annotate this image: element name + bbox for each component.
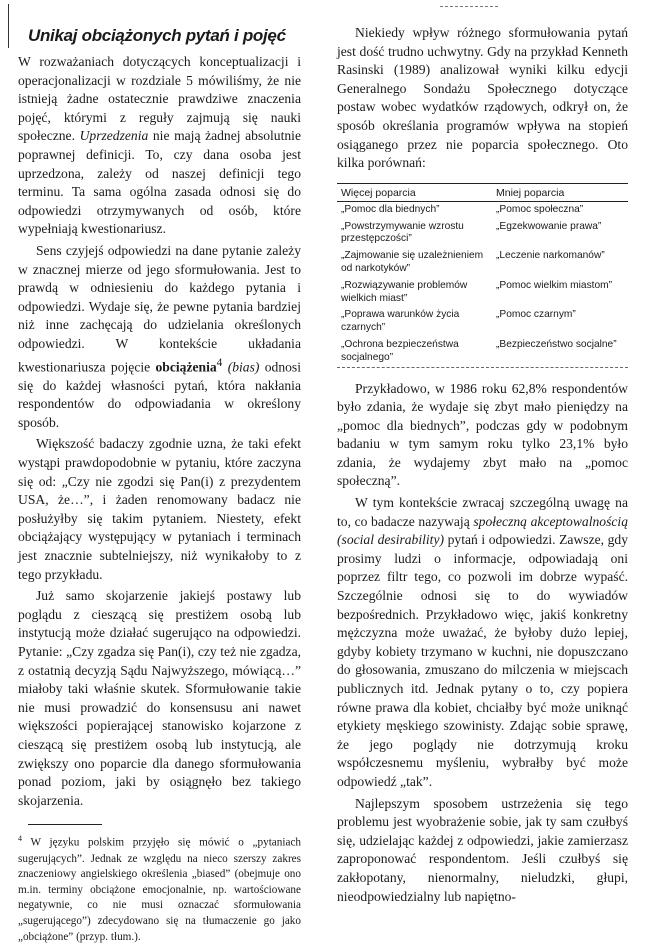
paragraph-2-text: Sens czyjejś odpowiedzi na dane pytanie zależy w znacznej mierze od jego sformułowania. Jest to prawdą w odniesieniu do każdego pytania i odpowiedzi. Wydaje się, że pewne pytania bardziej niż inne zachęcają do udzielania określonych odpowiedzi. W kontekście układania kwestionariusza pojęcie	[18, 242, 301, 375]
term-social-desirability: (social desirability)	[337, 532, 445, 548]
table-cell-less: „Pomoc czarnym”	[496, 309, 576, 321]
paragraph-4: Już samo skojarzenie jakiejś postawy lub poglądu z cieszącą się prestiżem osobą lub instytucją może działać sugerująco na odpowiedzi. Pytanie: „Czy zgadza się Pan(i), czy też nie zgadza, z ostatnią decyzją Sądu Najwyższego, mówiącą…” miałoby taki właśnie skutek. Sformułowanie takie nie musi prowadzić do konsensusu ani nawet większości popierającej stanowisko kojarzone z cieszącą się prestiżem osobą lub instytucją, ale zwiększy ono poparcie dla danego sformułowania ponad poziom, jaki by osiągnęło bez takiego skojarzenia.	[18, 588, 301, 808]
footnote-divider	[28, 824, 102, 825]
right-paragraph-4: Najlepszym sposobem ustrzeżenia się tego problemu jest wyobrażenie sobie, jak ty sam czułbyś się, udzielając każdej z odpowiedzi, jakie zamierzasz zaproponować respondentom. Jeśli czułbyś się zakłopotany, nienormalny, nieludzki, głupi, nieodpowiedzialny lub napiętno-	[337, 795, 628, 904]
table-cell-more: „Rozwiązywanie problemów wielkich miast”	[341, 279, 468, 304]
table-cell-more: „Poprawa warunków życia czarnych”	[341, 309, 460, 334]
table-cell-more: „Pomoc dla biednych”	[341, 203, 440, 215]
footnote-text: W języku polskim przyjęło się mówić o „pytaniach sugerujących”. Jednak ze względu na nieco szerszy zakres znaczeniowy angielskiego określenia „biased” (obejmuje ono m.in. terminy obciążone emocjonalnie, np. wartościowane negatywnie, co nie musi oznaczać sformułowania „sugerującego”) zdecydowano się na tłumaczenie go jako „obciążone” (przyp. tłum.).	[18, 837, 301, 943]
header-less-support: Mniej poparcia	[496, 186, 565, 199]
table-row	[337, 307, 628, 337]
right-paragraph-3	[337, 494, 628, 792]
right-paragraph-1: Niekiedy wpływ różnego sformułowania pytań jest dość trudno uchwytny. Gdy na przykład Kenneth Rasinski (1989) analizował wyniki kilku edycji Generalnego Sondażu Społecznego dotyczące postaw wobec wydatków rządowych, odkrył on, że sposób określania programów wpływa na stopień osiąganego przez nie poparcia społecznego. Oto kilka porównań:	[337, 25, 628, 171]
table-row	[337, 337, 628, 367]
table-cell-less: „Leczenie narkomanów”	[496, 250, 605, 262]
paragraph-1	[18, 53, 301, 239]
paragraph-1-emphasis: Uprzedzenia	[79, 128, 149, 144]
table-row	[337, 219, 628, 249]
footnote-number: 4	[18, 834, 22, 844]
table-body	[337, 202, 628, 367]
table-cell-more: „Zajmowanie się uzależnieniem od narkotyków”	[341, 250, 484, 274]
table-header	[337, 184, 628, 202]
paragraph-2-rest: odnosi się do każdej własności pytań, która nakłania respondentów do odpowiadania w określony sposób.	[18, 359, 301, 430]
left-column	[18, 26, 301, 945]
paragraph-1-text: W rozważaniach dotyczących konceptualizacji i operacjonalizacji w rozdziale 5 mówiliśmy, że nie istnieją żadne ostatecznie prawdziwe znaczenia pojęć, którymi z reguły zajmują się nauki społeczne.	[18, 54, 301, 144]
section-heading: Unikaj obciążonych pytań i pojęć	[28, 26, 286, 45]
table-cell-more: „Powstrzymywanie wzrostu przestępczości”	[341, 220, 464, 245]
right-paragraph-2: Przykładowo, w 1986 roku 62,8% respondentów było zdania, że wydaje się zbyt mało pieniędzy na „pomoc dla biednych”, podczas gdy w podobnym badaniu w tym samym roku tylko 23,1% było zdania, że wydajemy zbyt mało na „pomoc społeczną”.	[337, 380, 628, 489]
page-top-marker	[440, 6, 498, 7]
term-social-acceptability: społeczną akceptowalnością	[473, 513, 628, 529]
comparison-table	[337, 183, 628, 368]
table-cell-less: „Egzekwowanie prawa”	[496, 220, 602, 232]
header-more-support: Więcej poparcia	[341, 186, 416, 199]
paragraph-3: Większość badaczy zgodnie uzna, że taki efekt wystąpi prawdopodobnie w pytaniu, które zaczyna się od: „Czy nie zgodzi się Pan(i) z prezydentem USA, że…”, i żaden renomowany badacz nie posłużyłby się takim pytaniem. Niestety, efekt obciążający występujący w pytaniach i terminach jest znacznie subtelniejszy, niż wynikałoby to z tego przykładu.	[18, 436, 301, 582]
table-row	[337, 278, 628, 308]
table-cell-less: „Pomoc wielkim miastom”	[496, 279, 613, 291]
table-cell-less: „Bezpieczeństwo socjalne”	[496, 338, 617, 350]
right-column	[337, 24, 628, 906]
table-cell-more: „Ochrona bezpieczeństwa socjalnego”	[341, 338, 459, 363]
right-paragraph-3-text: W tym kontekście zwracaj szczególną uwagę na to, co badacze nazywają	[337, 495, 628, 529]
footnote	[18, 831, 301, 945]
term-bias-english: (bias)	[227, 359, 260, 375]
paragraph-1-rest: nie mają żadnej absolutnie poprawnej definicji. To, czy dana osoba jest uprzedzona, zależy od naszej definicji tego terminu. Ta sama ogólna zasada odnosi się do odpowiedzi otrzymywanych od osób, które wypełniają kwestionariusz.	[18, 128, 301, 237]
paragraph-2	[18, 242, 301, 432]
margin-mark	[8, 4, 9, 48]
right-paragraph-3-rest: pytań i odpowiedzi. Zawsze, gdy prosimy ludzi o informacje, odpowiadają oni poprzez filtr tego, co pozwoli im dobrze wypaść. Szczególnie odnosi się to do wywiadów bezpośrednich. Przykładowo więc, jakiś konkretny mężczyzna może uważać, że byłoby dużo lepiej, gdyby kobiety trzymano w kuchni, nie dopuszczano do głosowania, zmuszano do milczenia w miejscach publicznych itd. Jednak pytany o to, czy popiera równe prawa dla kobiet, chciałby być może uniknąć etykiety męskiego szowinisty. Zdając sobie sprawę, że jego poglądy nie dotrzymują kroku współczesnemu myśleniu, wybrałby być może odpowiedź „tak”.	[337, 532, 628, 789]
table-row	[337, 202, 628, 219]
table-row	[337, 248, 628, 278]
footnote-ref: 4	[216, 356, 223, 369]
table-cell-less: „Pomoc społeczna”	[496, 203, 584, 215]
term-bias: obciążenia	[155, 359, 217, 375]
